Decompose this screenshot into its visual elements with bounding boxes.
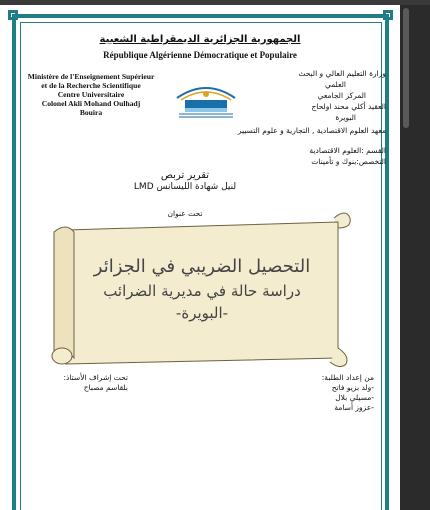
student-name: -مسيلي بلال: [335, 393, 374, 402]
page-border-inner-top: [20, 22, 381, 23]
institution-line-ar: وزارة التعليم العالي و البحث: [298, 69, 386, 78]
institution-block-arabic: [236, 68, 386, 123]
thesis-title-line-2: دراسة حالة في مديرية الضرائب: [103, 282, 301, 300]
thesis-title-line-1: التحصيل الضريبي في الجزائر: [93, 256, 311, 277]
student-name: -ولد بزيو فاتح: [331, 383, 374, 392]
students-label: من إعداد الطلبة:: [321, 373, 374, 382]
institution-line-ar: العلمي: [324, 80, 346, 89]
republic-title-arabic: الجمهورية الجزائرية الديمقراطية الشعبية: [99, 34, 301, 45]
institution-line: Bouira: [79, 108, 103, 117]
institution-line: Ministère de l'Enseignement Supérieur: [27, 72, 155, 81]
supervisor-name: بلقاسم مصباح: [83, 383, 128, 392]
department-name: القسم :العلوم الاقتصادية: [309, 146, 386, 155]
degree-line: لنيل شهادة الليسانس LMD: [133, 182, 237, 192]
scrollbar-thumb[interactable]: [403, 8, 409, 128]
institution-line: Colonel Akli Mohand Oulhadj: [41, 99, 141, 108]
institution-block-french: [26, 72, 156, 117]
institution-line: Centre Universitaire: [57, 90, 125, 99]
institution-line-ar: العقيد أكلي محند اولحاج: [311, 102, 386, 111]
students-block: [254, 373, 374, 413]
supervisor-block: [28, 373, 128, 393]
frame-corner-ornament-left: [8, 10, 18, 20]
institution-line-ar: البويرة: [335, 113, 356, 122]
thesis-title-line-3: -البويرة-: [175, 304, 229, 322]
student-name: -عزوز أسامة: [334, 403, 374, 412]
institution-line: et de la Recherche Scientifique: [41, 81, 141, 90]
university-logo: [175, 80, 237, 120]
specialty-name: التخصص:بنوك و تأمينات: [311, 157, 386, 166]
institution-line-ar: المركز الجامعي: [317, 91, 366, 100]
republic-title-french: République Algérienne Démocratique et Populaire: [103, 50, 297, 60]
under-title-label: تحت عنوان: [167, 209, 203, 218]
institute-name: معهد العلوم الاقتصادية , التجارية و علوم التسيير: [237, 126, 386, 135]
report-type: تقرير تربص: [160, 170, 210, 181]
page-border-inner-left: [20, 22, 21, 510]
frame-corner-ornament-right: [383, 10, 393, 20]
supervisor-label: تحت إشراف الأستاذ:: [63, 373, 128, 382]
